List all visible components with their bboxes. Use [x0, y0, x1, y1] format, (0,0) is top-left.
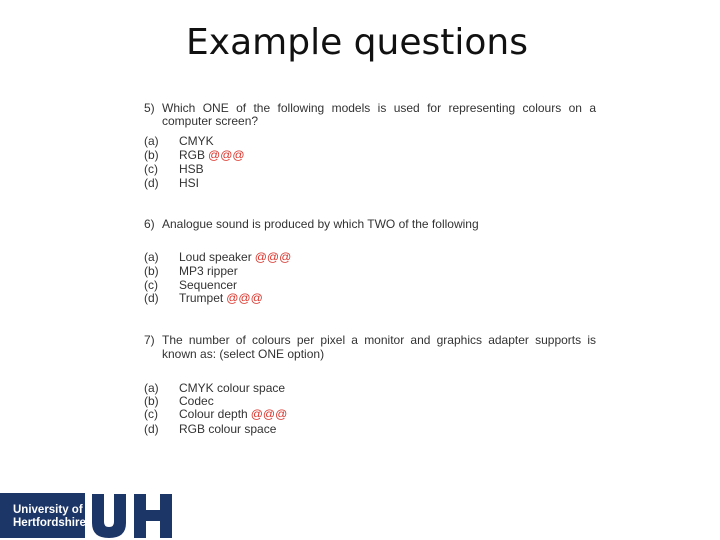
option-text [179, 407, 287, 421]
logo-text-line1: University of [13, 504, 83, 516]
question-6-text [144, 217, 596, 231]
option-label: RGB [179, 148, 206, 162]
option-letter: (d) [144, 291, 159, 305]
option-letter: (a) [144, 381, 159, 395]
option-letter: (b) [144, 394, 159, 408]
correct-answer-mark: @@@ [208, 148, 245, 162]
option-text: RGB colour space [179, 422, 277, 436]
slide-title: Example questions [186, 22, 528, 63]
option-text: HSI [179, 176, 200, 190]
question-line: Analogue sound is produced by which TWO of the following [162, 217, 479, 231]
option-label: Loud speaker [179, 250, 252, 264]
option-text [179, 250, 291, 264]
question-5-text-continued: computer screen? [162, 114, 259, 128]
question-number: 5) [144, 101, 155, 115]
question-5-text [144, 101, 596, 115]
option-letter: (a) [144, 250, 159, 264]
option-letter: (b) [144, 264, 159, 278]
uh-monogram-logo [90, 494, 174, 538]
option-label: Colour depth [179, 407, 248, 421]
correct-answer-mark: @@@ [250, 407, 288, 421]
option-text: CMYK colour space [179, 381, 286, 395]
option-letter: (c) [144, 278, 158, 292]
option-letter: (c) [144, 407, 158, 421]
option-letter: (d) [144, 176, 159, 190]
question-number: 7) [144, 333, 155, 347]
option-letter: (a) [144, 134, 159, 148]
option-text: HSB [179, 162, 204, 176]
option-letter: (b) [144, 148, 159, 162]
option-label: Trumpet [179, 291, 224, 305]
question-number: 6) [144, 217, 155, 231]
question-line: The number of colours per pixel a monitor and graphics adapter supports is [162, 333, 596, 347]
option-text: MP3 ripper [179, 264, 238, 278]
option-text: Sequencer [179, 278, 238, 292]
monogram-letter-h [134, 494, 172, 538]
option-text: CMYK [179, 134, 214, 148]
question-7-text [144, 333, 596, 347]
university-logo [0, 493, 85, 538]
option-text [179, 291, 263, 305]
logo-text-line2: Hertfordshire [13, 517, 86, 529]
option-letter: (d) [144, 422, 159, 436]
option-letter: (c) [144, 162, 158, 176]
option-text [179, 148, 245, 162]
question-line: Which ONE of the following models is used for representing colours on a [162, 101, 596, 115]
correct-answer-mark: @@@ [226, 291, 263, 305]
question-7-text-continued: known as: (select ONE option) [162, 347, 325, 361]
correct-answer-mark: @@@ [254, 250, 292, 264]
monogram-letter-u [92, 494, 126, 538]
option-text: Codec [179, 394, 214, 408]
